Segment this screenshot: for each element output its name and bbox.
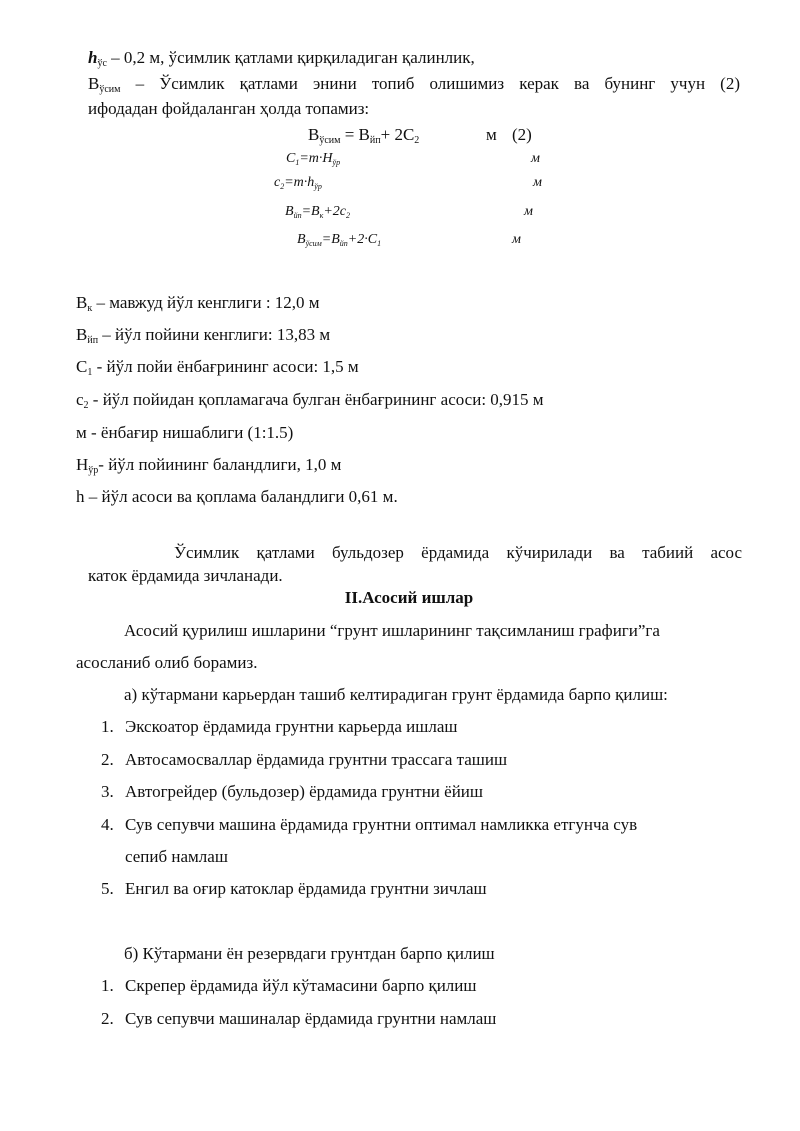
- formula-unit: м: [531, 151, 540, 166]
- param-subscript: к: [87, 303, 93, 314]
- formula-rhs: =B: [301, 204, 320, 219]
- section-title: II.Асосий ишлар: [344, 588, 474, 607]
- param-c1: [76, 357, 359, 383]
- formula-unit: м: [533, 175, 542, 190]
- list-item: [101, 782, 483, 802]
- formula-rhs-sub: к: [319, 211, 324, 220]
- list-item: [101, 717, 457, 737]
- param-symbol: С: [76, 357, 88, 376]
- param-subscript: ўр: [88, 465, 99, 476]
- list-item-number: 2.: [101, 750, 114, 769]
- param-m: [76, 423, 293, 449]
- param-text: - йўл пойи ёнбағрининг асоси: 1,5 м: [92, 357, 359, 376]
- formula-rhs: =m·h: [284, 175, 315, 190]
- formula-unit: м: [524, 204, 533, 219]
- b-symbol: В: [88, 74, 100, 93]
- list-item: [101, 750, 507, 770]
- formula-rhs: =B: [321, 232, 340, 247]
- b-definition-text: – Ўсимлик қатлами энини топиб олишимиз керак ва бунинг учун (2): [120, 74, 740, 93]
- list-item-text: Сув сепувчи машина ёрдамида грунтни оптимал намликка етгунча сув: [125, 815, 638, 834]
- formula-c2: [274, 173, 322, 197]
- list-item-text: Автосамосваллар ёрдамида грунтни трассага ташиш: [125, 750, 508, 769]
- b-definition-line1: [88, 74, 740, 100]
- paragraph-2-line1: Асосий қурилиш ишларини “грунт ишларининг тақсимланиш графиги”га: [124, 621, 660, 640]
- h-subscript: ўс: [97, 58, 107, 69]
- list-item-number: 3.: [101, 782, 114, 801]
- formula-lhs: C: [286, 151, 296, 166]
- formula-lhs: c: [274, 175, 281, 190]
- list-item-text: Енгил ва оғир катоклар ёрдамида грунтни зичлаш: [125, 879, 487, 898]
- param-text: – йўл асоси ва қоплама баландлиги 0,61 м.: [84, 487, 398, 506]
- list-item-text: Сув сепувчи машиналар ёрдамида грунтни намлаш: [125, 1009, 497, 1028]
- param-symbol: h: [76, 487, 85, 506]
- formula-rhs: =m·H: [299, 151, 333, 166]
- formula-lhs-sub: ўсим: [305, 239, 322, 248]
- param-c2: [76, 390, 544, 416]
- h-symbol: h: [88, 48, 98, 67]
- main-formula-rest: + 2С: [380, 125, 415, 144]
- list-item: [101, 1009, 496, 1029]
- list-item-text: Экскоатор ёрдамида грунтни карьерда ишлаш: [125, 717, 458, 736]
- main-formula-unit: м: [486, 125, 497, 144]
- paragraph-1-line1: Ўсимлик қатлами бульдозер ёрдамида кўчирилади ва табиий асос: [174, 543, 742, 562]
- param-text: - ёнбағир нишаблиги (1:1.5): [86, 423, 294, 442]
- param-subscript: 1: [87, 367, 93, 378]
- b-subscript: ўсим: [99, 84, 121, 95]
- param-symbol: с: [76, 390, 84, 409]
- formula-rhs2-sub: 2: [345, 211, 350, 220]
- list-item-number: 2.: [101, 1009, 114, 1028]
- formula-lhs-sub: йп: [293, 211, 302, 220]
- list-item-number: 1.: [101, 976, 114, 995]
- main-formula: [308, 125, 419, 151]
- formula-lhs-sub: 2: [280, 182, 285, 191]
- b-definition-line2: ифодадан фойдаланган ҳолда топамиз:: [88, 99, 370, 118]
- formula-lhs: B: [285, 204, 294, 219]
- list-item: [101, 976, 476, 996]
- list-item-number: 4.: [101, 815, 114, 834]
- main-formula-eq: = В: [340, 125, 370, 144]
- param-subscript: 2: [83, 400, 89, 411]
- formula-busim: [297, 230, 381, 254]
- formula-rhs2: +2·C: [347, 232, 378, 247]
- formula-byp: [285, 202, 350, 226]
- formula-lhs-sub: 1: [295, 158, 300, 167]
- main-formula-number: (2): [512, 125, 532, 144]
- list-item: [101, 815, 637, 835]
- param-text: - йўл пойидан қопламагача булган ёнбағрининг асоси: 0,915 м: [88, 390, 544, 409]
- param-h: [76, 487, 398, 513]
- list-item-text: Скрепер ёрдамида йўл кўтамасини барпо қилиш: [125, 976, 477, 995]
- param-text: - йўл пойининг баландлиги, 1,0 м: [98, 455, 342, 474]
- formula-rhs2: +2c: [323, 204, 346, 219]
- formula-rhs2-sub: 1: [377, 239, 382, 248]
- list-b-title: б) Кўтармани ён резервдаги грунтдан барпо қилиш: [124, 944, 495, 963]
- list-item-number: 1.: [101, 717, 114, 736]
- param-symbol: В: [76, 293, 88, 312]
- main-formula-eq-sub: йп: [369, 135, 381, 146]
- formula-rhs-sub: ўр: [332, 158, 341, 167]
- param-symbol: м: [76, 423, 87, 442]
- param-symbol: Н: [76, 455, 89, 474]
- formula-unit: м: [512, 232, 521, 247]
- main-formula-lhs: В: [308, 125, 320, 144]
- list-item-continuation: сепиб намлаш: [125, 847, 228, 866]
- h-definition-text: – 0,2 м, ўсимлик қатлами қирқиладиган қалинлик,: [106, 48, 475, 67]
- h-definition: [88, 48, 475, 74]
- param-byp: [76, 325, 330, 351]
- list-item-number: 5.: [101, 879, 114, 898]
- main-formula-rest-sub: 2: [414, 135, 420, 146]
- formula-rhs-sub: ўр: [314, 182, 322, 191]
- formula-c1: [286, 149, 340, 173]
- main-formula-lhs-sub: ўсим: [319, 135, 341, 146]
- list-a-title: а) кўтармани карьердан ташиб келтирадиган грунт ёрдамида барпо қилиш:: [124, 685, 668, 704]
- formula-rhs-sub: йп: [339, 239, 348, 248]
- paragraph-1-line2: каток ёрдамида зичланади.: [88, 566, 283, 585]
- formula-lhs: B: [297, 232, 306, 247]
- param-hur: [76, 455, 341, 481]
- paragraph-2-line2: асосланиб олиб борамиз.: [76, 653, 258, 672]
- param-subscript: йп: [87, 335, 99, 346]
- list-item: [101, 879, 487, 899]
- param-symbol: В: [76, 325, 88, 344]
- param-bk: [76, 293, 320, 319]
- param-text: – йўл пойини кенглиги: 13,83 м: [98, 325, 331, 344]
- list-item-text: Автогрейдер (бульдозер) ёрдамида грунтни ёйиш: [125, 782, 483, 801]
- param-text: – мавжуд йўл кенглиги : 12,0 м: [92, 293, 320, 312]
